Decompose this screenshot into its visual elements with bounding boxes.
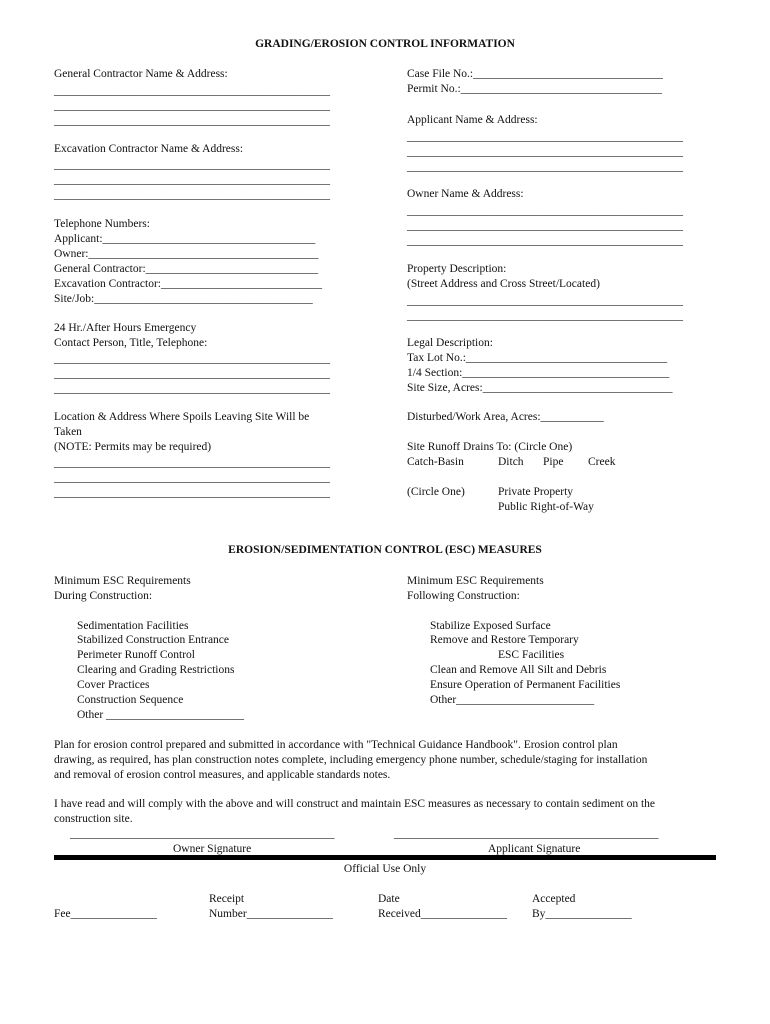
applicant-signature-label: Applicant Signature — [488, 843, 581, 855]
runoff-label: Site Runoff Drains To: (Circle One) — [407, 441, 573, 453]
excavation-contractor-line-1[interactable]: ________________________________________________ — [54, 159, 330, 171]
spoils-note: (NOTE: Permits may be required) — [54, 441, 212, 453]
telephone-site-job-field[interactable]: Site/Job:______________________________________ — [54, 293, 313, 305]
owner-name-label: Owner Name & Address: — [407, 188, 524, 200]
general-contractor-line-2[interactable]: ________________________________________________ — [54, 100, 330, 112]
general-contractor-line-1[interactable]: ________________________________________________ — [54, 85, 330, 97]
esc-section-title: EROSION/SEDIMENTATION CONTROL (ESC) MEASURES — [228, 544, 542, 556]
plan-text-line: Plan for erosion control prepared and submitted in accordance with "Technical Guidance Handbook". Erosion control plan — [54, 739, 618, 751]
date-received-field[interactable]: Received_______________ — [378, 908, 508, 920]
emergency-line-2[interactable]: ________________________________________________ — [54, 368, 330, 380]
applicant-line-3[interactable]: ________________________________________________ — [407, 161, 683, 173]
property-description-label: Property Description: — [407, 263, 507, 275]
plan-text-line: and removal of erosion control measures, and applicable standards notes. — [54, 769, 391, 781]
accepted-by-field[interactable]: By_______________ — [532, 908, 632, 920]
accepted-label: Accepted — [532, 893, 576, 905]
esc-following-item: ESC Facilities — [498, 649, 565, 661]
applicant-signature-line[interactable]: ______________________________________________ — [394, 828, 659, 840]
option-public-right-of-way[interactable]: Public Right-of-Way — [498, 501, 594, 513]
spoils-line-3[interactable]: ________________________________________________ — [54, 487, 330, 499]
case-file-field[interactable]: Case File No.:_________________________________ — [407, 68, 663, 80]
permit-field[interactable]: Permit No.:___________________________________ — [407, 83, 662, 95]
property-description-hint: (Street Address and Cross Street/Located) — [407, 278, 600, 290]
emergency-line-1[interactable]: ________________________________________________ — [54, 353, 330, 365]
emergency-label-1: 24 Hr./After Hours Emergency — [54, 322, 197, 334]
owner-signature-line[interactable]: ______________________________________________ — [70, 828, 335, 840]
official-use-divider — [54, 855, 716, 860]
owner-line-2[interactable]: ________________________________________________ — [407, 220, 683, 232]
emergency-line-3[interactable]: ________________________________________________ — [54, 383, 330, 395]
receipt-label: Receipt — [209, 893, 245, 905]
applicant-name-label: Applicant Name & Address: — [407, 114, 538, 126]
property-line-1[interactable]: ________________________________________________ — [407, 295, 683, 307]
esc-during-item: Construction Sequence — [77, 694, 184, 706]
excavation-contractor-line-3[interactable]: ________________________________________________ — [54, 189, 330, 201]
property-line-2[interactable]: ________________________________________________ — [407, 310, 683, 322]
general-contractor-line-3[interactable]: ________________________________________________ — [54, 115, 330, 127]
excavation-contractor-label: Excavation Contractor Name & Address: — [54, 143, 244, 155]
receipt-number-field[interactable]: Number_______________ — [209, 908, 333, 920]
telephone-heading: Telephone Numbers: — [54, 218, 150, 230]
owner-line-3[interactable]: ________________________________________________ — [407, 235, 683, 247]
telephone-owner-field[interactable]: Owner:________________________________________ — [54, 248, 319, 260]
owner-signature-label: Owner Signature — [173, 843, 252, 855]
spoils-label-2: Taken — [54, 426, 82, 438]
runoff-option-catch-basin[interactable]: Catch-Basin — [407, 456, 464, 468]
tax-lot-field[interactable]: Tax Lot No.:___________________________________ — [407, 352, 668, 364]
esc-during-item: Stabilized Construction Entrance — [77, 634, 230, 646]
general-contractor-label: General Contractor Name & Address: — [54, 68, 228, 80]
esc-during-item: Clearing and Grading Restrictions — [77, 664, 235, 676]
fee-field[interactable]: Fee_______________ — [54, 908, 157, 920]
runoff-option-ditch[interactable]: Ditch — [498, 456, 524, 468]
plan-text-line: drawing, as required, has plan construction notes complete, including emergency phone number, schedule/staging for installation — [54, 754, 648, 766]
telephone-general-contractor-field[interactable]: General Contractor:______________________________ — [54, 263, 319, 275]
runoff-option-creek[interactable]: Creek — [588, 456, 616, 468]
form-title: GRADING/EROSION CONTROL INFORMATION — [255, 38, 515, 50]
runoff-option-pipe[interactable]: Pipe — [543, 456, 564, 468]
esc-during-heading-2: During Construction: — [54, 590, 153, 602]
site-size-field[interactable]: Site Size, Acres:_________________________________ — [407, 382, 673, 394]
disturbed-area-field[interactable]: Disturbed/Work Area, Acres:___________ — [407, 411, 604, 423]
esc-during-item: Cover Practices — [77, 679, 150, 691]
esc-during-other-field[interactable]: Other ________________________ — [77, 709, 245, 721]
esc-during-item: Sedimentation Facilities — [77, 620, 189, 632]
owner-line-1[interactable]: ________________________________________________ — [407, 205, 683, 217]
esc-following-item: Remove and Restore Temporary — [430, 634, 579, 646]
applicant-line-2[interactable]: ________________________________________________ — [407, 146, 683, 158]
legal-description-label: Legal Description: — [407, 337, 493, 349]
esc-during-heading-1: Minimum ESC Requirements — [54, 575, 191, 587]
option-private-property[interactable]: Private Property — [498, 486, 574, 498]
esc-during-item: Perimeter Runoff Control — [77, 649, 195, 661]
esc-following-other-field[interactable]: Other________________________ — [430, 694, 595, 706]
esc-following-heading-1: Minimum ESC Requirements — [407, 575, 544, 587]
emergency-label-2: Contact Person, Title, Telephone: — [54, 337, 208, 349]
spoils-label-1: Location & Address Where Spoils Leaving Site Will be — [54, 411, 310, 423]
applicant-line-1[interactable]: ________________________________________________ — [407, 131, 683, 143]
official-use-heading: Official Use Only — [343, 863, 427, 875]
telephone-excavation-contractor-field[interactable]: Excavation Contractor:____________________________ — [54, 278, 322, 290]
date-label: Date — [378, 893, 400, 905]
circle-one-label: (Circle One) — [407, 486, 465, 498]
esc-following-item: Clean and Remove All Silt and Debris — [430, 664, 607, 676]
esc-following-item: Stabilize Exposed Surface — [430, 620, 551, 632]
spoils-line-1[interactable]: ________________________________________________ — [54, 457, 330, 469]
esc-following-heading-2: Following Construction: — [407, 590, 520, 602]
spoils-line-2[interactable]: ________________________________________________ — [54, 472, 330, 484]
quarter-section-field[interactable]: 1/4 Section:____________________________________ — [407, 367, 670, 379]
excavation-contractor-line-2[interactable]: ________________________________________________ — [54, 174, 330, 186]
comply-text-line: I have read and will comply with the above and will construct and maintain ESC measures as necessary to contain sediment on the — [54, 798, 656, 810]
esc-following-item: Ensure Operation of Permanent Facilities — [430, 679, 621, 691]
telephone-applicant-field[interactable]: Applicant:_____________________________________ — [54, 233, 316, 245]
comply-text-line: construction site. — [54, 813, 133, 825]
